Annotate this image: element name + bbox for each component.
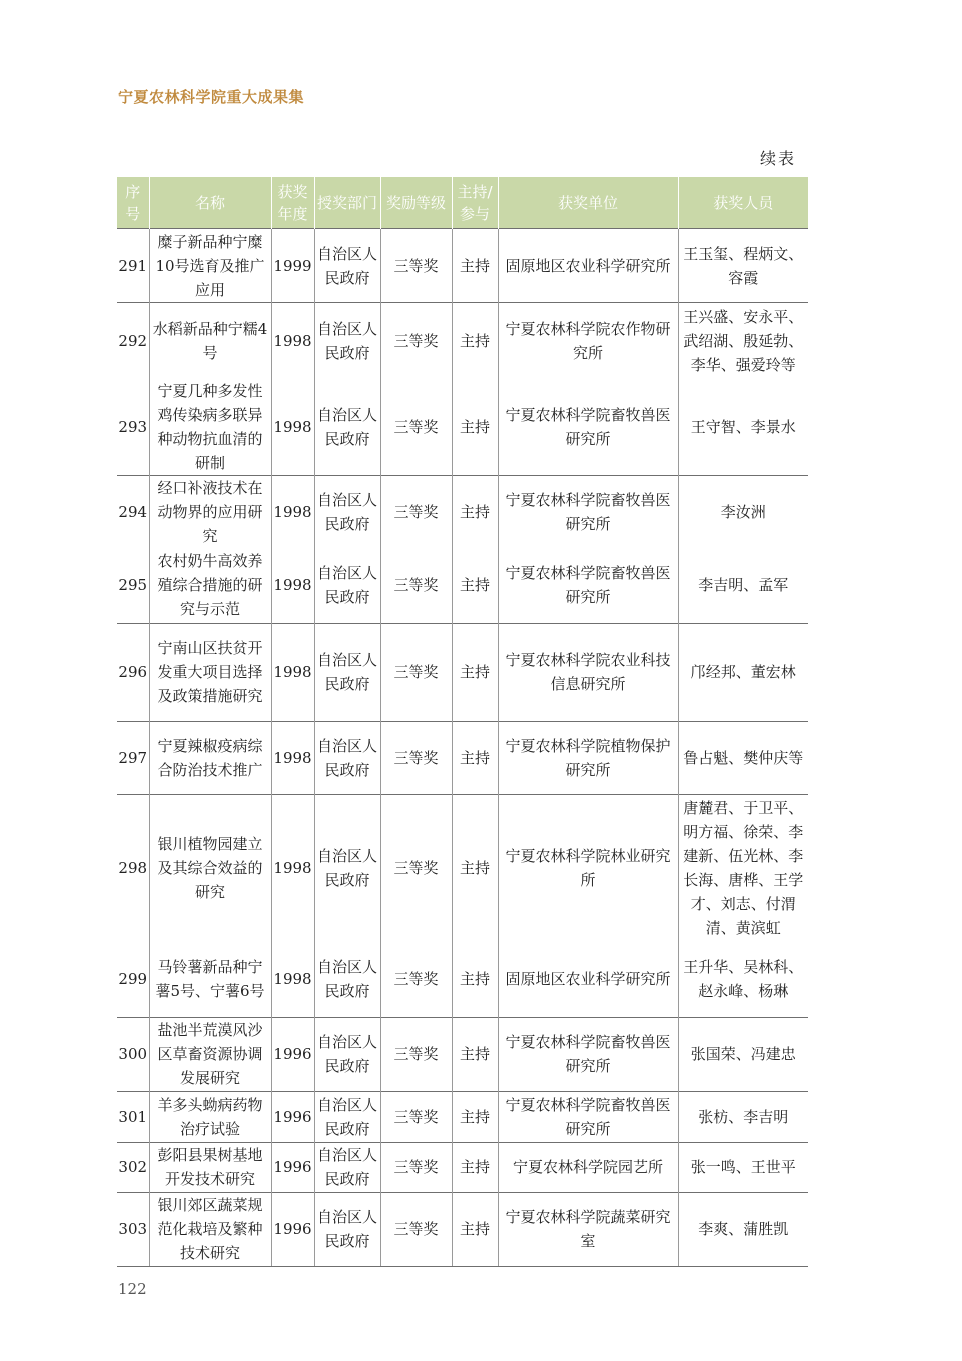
cell-no: 298 (117, 794, 149, 942)
cell-dept: 自治区人民政府 (314, 379, 380, 476)
cell-year: 1998 (271, 794, 314, 942)
cell-level: 三等奖 (380, 1142, 452, 1192)
cell-dept: 自治区人民政府 (314, 229, 380, 303)
cell-level: 三等奖 (380, 1192, 452, 1266)
cell-unit: 固原地区农业科学研究所 (498, 229, 678, 303)
cell-name: 宁夏辣椒疫病综合防治技术推广 (149, 721, 271, 794)
cell-level: 三等奖 (380, 623, 452, 721)
cell-role: 主持 (452, 476, 498, 549)
cell-role: 主持 (452, 548, 498, 623)
cell-no: 293 (118, 417, 148, 436)
cell-name: 水稻新品种宁糯4号 (149, 303, 271, 379)
table-row (117, 476, 808, 549)
cell-unit: 宁夏农林科学院畜牧兽医研究所 (498, 476, 678, 549)
page-number: 122 (118, 1280, 147, 1298)
cell-unit: 宁夏农林科学院畜牧兽医研究所 (498, 379, 678, 476)
cell-no: 303 (117, 1192, 149, 1266)
cell-dept: 自治区人民政府 (314, 476, 380, 549)
cell-people: 王玉玺、程炳文、容霞 (678, 229, 808, 303)
cell-people: 张枋、李吉明 (678, 1091, 808, 1142)
cell-role: 主持 (452, 942, 498, 1017)
table-row (117, 1192, 808, 1266)
cell-year: 1998 (271, 379, 314, 476)
table-row (117, 229, 808, 303)
cell-level: 三等奖 (380, 229, 452, 303)
cell-no: 296 (117, 623, 149, 721)
awards-table (117, 177, 808, 1267)
continued-label: 续表 (760, 149, 797, 168)
cell-role: 主持 (452, 1091, 498, 1142)
header-people: 获奖人员 (678, 177, 808, 229)
cell-role: 主持 (452, 794, 498, 942)
cell-dept: 自治区人民政府 (314, 1017, 380, 1091)
cell-level: 三等奖 (380, 794, 452, 942)
cell-unit: 宁夏农林科学院农作物研究所 (498, 303, 678, 379)
cell-unit: 宁夏农林科学院农业科技信息研究所 (498, 623, 678, 721)
cell-year: 1998 (271, 303, 314, 379)
cell-no: 297 (117, 721, 149, 794)
cell-no: 300 (117, 1017, 149, 1091)
cell-role: 主持 (452, 1192, 498, 1266)
table-row (117, 721, 808, 794)
cell-name: 马铃薯新品种宁薯5号、宁薯6号 (149, 942, 271, 1017)
cell-people: 鲁占魁、樊仲庆等 (678, 721, 808, 794)
cell-role: 主持 (452, 1017, 498, 1091)
cell-dept: 自治区人民政府 (314, 1142, 380, 1192)
table-row (117, 794, 808, 942)
cell-name: 宁夏几种多发性鸡传染病多联异种动物抗血清的研制 (149, 379, 271, 476)
table-row (117, 303, 808, 379)
cell-unit: 宁夏农林科学院畜牧兽医研究所 (498, 548, 678, 623)
cell-level: 三等奖 (380, 721, 452, 794)
cell-role: 主持 (452, 721, 498, 794)
cell-unit: 固原地区农业科学研究所 (498, 942, 678, 1017)
cell-year: 1996 (271, 1142, 314, 1192)
cell-name: 羊多头蚴病药物治疗试验 (149, 1091, 271, 1142)
header-unit: 获奖单位 (498, 177, 678, 229)
cell-role: 主持 (452, 623, 498, 721)
cell-level: 三等奖 (380, 476, 452, 549)
cell-name: 盐池半荒漠风沙区草畜资源协调发展研究 (149, 1017, 271, 1091)
cell-dept: 自治区人民政府 (314, 721, 380, 794)
cell-people: 王守智、李景水 (678, 379, 808, 476)
cell-level: 三等奖 (380, 303, 452, 379)
table-row (117, 1017, 808, 1091)
table-row (117, 548, 808, 623)
cell-dept: 自治区人民政府 (314, 1091, 380, 1142)
cell-role: 主持 (452, 1142, 498, 1192)
cell-people: 王升华、吴林科、赵永峰、杨琳 (678, 942, 808, 1017)
cell-no: 291 (117, 229, 149, 303)
cell-people: 邝经邦、董宏林 (678, 623, 808, 721)
table-header-row (117, 177, 808, 229)
cell-unit: 宁夏农林科学院蔬菜研究室 (498, 1192, 678, 1266)
cell-name: 彭阳县果树基地开发技术研究 (149, 1142, 271, 1192)
cell-level: 三等奖 (380, 1091, 452, 1142)
table-row (117, 379, 808, 476)
table-row (117, 1142, 808, 1192)
cell-role: 主持 (452, 303, 498, 379)
cell-year: 1998 (271, 476, 314, 549)
header-level: 奖励等级 (380, 177, 452, 229)
cell-people: 王兴盛、安永平、武绍湖、殷延勃、李华、强爱玲等 (678, 303, 808, 379)
header-no: 序号 (117, 177, 149, 229)
cell-year: 1996 (271, 1017, 314, 1091)
running-head: 宁夏农林科学院重大成果集 (118, 88, 305, 106)
cell-dept: 自治区人民政府 (314, 548, 380, 623)
table-row (117, 623, 808, 721)
cell-year: 1996 (271, 1192, 314, 1266)
cell-name: 银川郊区蔬菜规范化栽培及繁种技术研究 (149, 1192, 271, 1266)
cell-year: 1998 (271, 721, 314, 794)
cell-unit: 宁夏农林科学院植物保护研究所 (498, 721, 678, 794)
header-year: 获奖年度 (271, 177, 314, 229)
header-name: 名称 (149, 177, 271, 229)
cell-people: 李吉明、孟军 (678, 548, 808, 623)
cell-dept: 自治区人民政府 (314, 1192, 380, 1266)
cell-people: 唐麓君、于卫平、明方福、徐荣、李建新、伍光林、李长海、唐桦、王学才、刘志、付渭清、黄滨虹 (678, 794, 808, 942)
cell-no: 302 (117, 1142, 149, 1192)
header-role: 主持/参与 (452, 177, 498, 229)
cell-level: 三等奖 (380, 379, 452, 476)
cell-name: 农村奶牛高效养殖综合措施的研究与示范 (149, 548, 271, 623)
cell-people: 李汝洲 (678, 476, 808, 549)
cell-level: 三等奖 (380, 1017, 452, 1091)
header-dept: 授奖部门 (314, 177, 380, 229)
cell-dept: 自治区人民政府 (314, 303, 380, 379)
cell-level: 三等奖 (380, 942, 452, 1017)
cell-unit: 宁夏农林科学院林业研究所 (498, 794, 678, 942)
cell-people: 张一鸣、王世平 (678, 1142, 808, 1192)
cell-people: 张国荣、冯建忠 (678, 1017, 808, 1091)
cell-unit: 宁夏农林科学院畜牧兽医研究所 (498, 1091, 678, 1142)
cell-name: 银川植物园建立及其综合效益的研究 (149, 794, 271, 942)
cell-no: 294 (117, 476, 149, 549)
cell-people: 李爽、蒲胜凯 (678, 1192, 808, 1266)
cell-dept: 自治区人民政府 (314, 623, 380, 721)
cell-year: 1999 (271, 229, 314, 303)
cell-dept: 自治区人民政府 (314, 794, 380, 942)
cell-name: 经口补液技术在动物界的应用研究 (149, 476, 271, 549)
cell-dept: 自治区人民政府 (314, 942, 380, 1017)
cell-unit: 宁夏农林科学院园艺所 (498, 1142, 678, 1192)
cell-year: 1996 (271, 1091, 314, 1142)
cell-no: 299 (118, 970, 148, 989)
cell-name: 糜子新品种宁糜10号选育及推广应用 (149, 229, 271, 303)
cell-role: 主持 (452, 379, 498, 476)
table-row (117, 1091, 808, 1142)
cell-role: 主持 (452, 229, 498, 303)
cell-year: 1998 (271, 942, 314, 1017)
table-row (117, 942, 808, 1017)
cell-year: 1998 (271, 623, 314, 721)
cell-level: 三等奖 (380, 548, 452, 623)
cell-no: 295 (118, 576, 148, 595)
cell-year: 1998 (271, 548, 314, 623)
cell-name: 宁南山区扶贫开发重大项目选择及政策措施研究 (149, 623, 271, 721)
cell-no: 301 (117, 1091, 149, 1142)
cell-unit: 宁夏农林科学院畜牧兽医研究所 (498, 1017, 678, 1091)
cell-no: 292 (117, 303, 149, 379)
